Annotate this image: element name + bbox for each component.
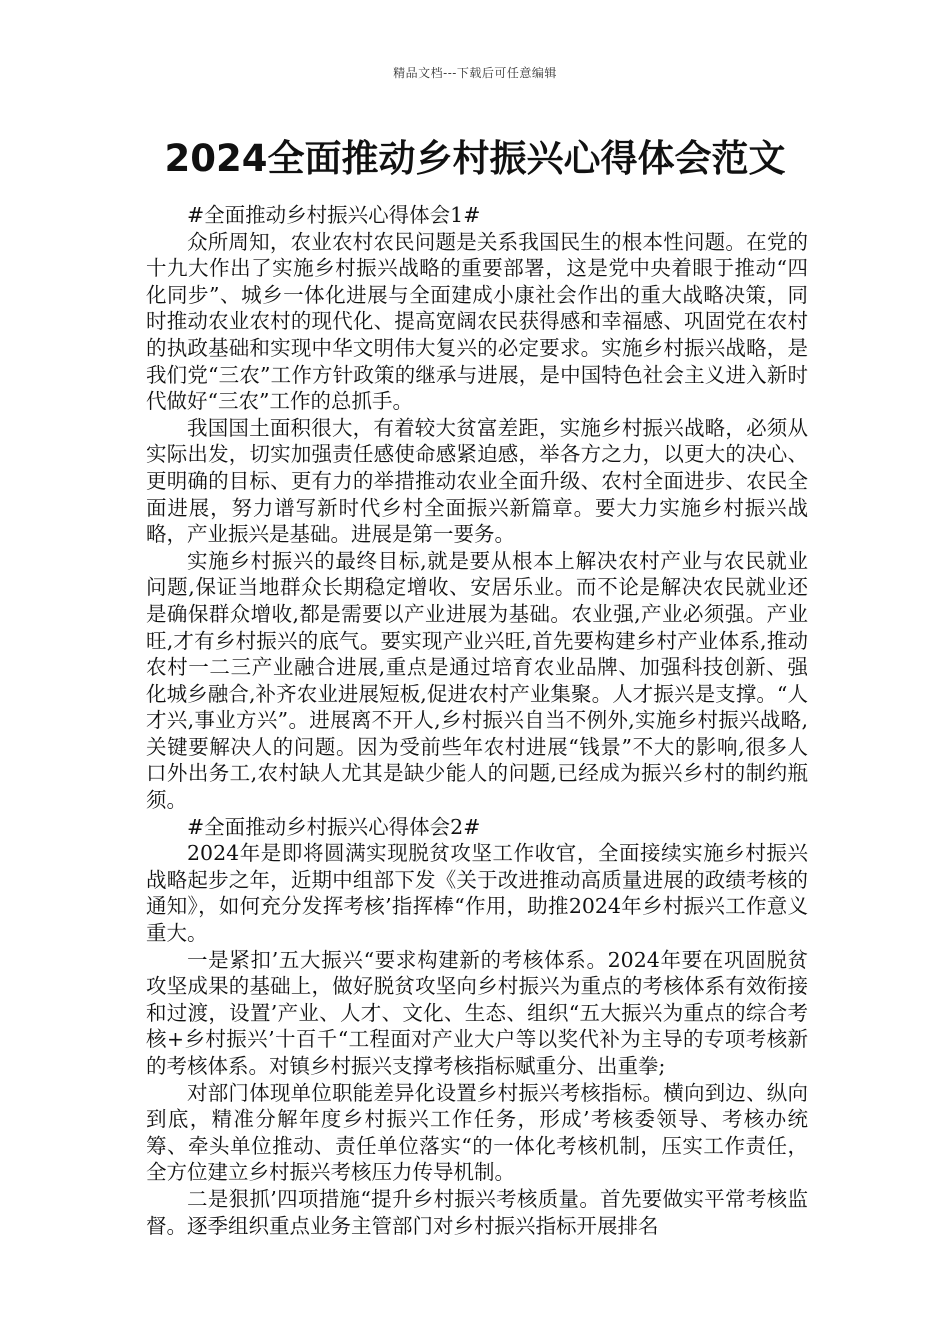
document-title: 2024全面推动乡村振兴心得体会范文	[164, 137, 786, 180]
body-paragraph: 一是紧扣’五大振兴“要求构建新的考核体系。2024年要在巩固脱贫攻坚成果的基础上，做好脱贫攻坚向乡村振兴为重点的考核体系有效衔接和过渡，设置’产业、人才、文化、生态、组织“五大振兴为重点的综合考核+乡村振兴’十百千“工程面对产业大户等以奖代补为主导的专项考核新的考核体系。对镇乡村振兴支撑考核指标赋重分、出重拳;	[146, 947, 808, 1078]
document-body	[146, 202, 808, 1239]
body-paragraph: 众所周知，农业农村农民问题是关系我国民生的根本性问题。在党的十九大作出了实施乡村振兴战略的重要部署，这是党中央着眼于推动“四化同步”、城乡一体化进展与全面建成小康社会作出的重大战略决策，同时推动农业农村的现代化、提高宽阔农民获得感和幸福感、巩固党在农村的执政基础和实现中华文明伟大复兴的必定要求。实施乡村振兴战略，是我们党“三农”工作方针政策的继承与进展，是中国特色社会主义进入新时代做好“三农”工作的总抓手。	[146, 229, 808, 414]
body-paragraph: 二是狠抓’四项措施“提升乡村振兴考核质量。首先要做实平常考核监督。逐季组织重点业务主管部门对乡村振兴指标开展排名	[146, 1186, 808, 1238]
body-paragraph: 实施乡村振兴的最终目标,就是要从根本上解决农村产业与农民就业问题,保证当地群众长期稳定增收、安居乐业。而不论是解决农民就业还是确保群众增收,都是需要以产业进展为基础。农业强,产业必须强。产业旺,才有乡村振兴的底气。要实现产业兴旺,首先要构建乡村产业体系,推动农村一二三产业融合进展,重点是通过培育农业品牌、加强科技创新、强化城乡融合,补齐农业进展短板,促进农村产业集聚。人才振兴是支撑。“人才兴,事业方兴”。进展离不开人,乡村振兴自当不例外,实施乡村振兴战略,关键要解决人的问题。因为受前些年农村进展“钱景”不大的影响,很多人口外出务工,农村缺人尤其是缺少能人的问题,已经成为振兴乡村的制约瓶须。	[146, 548, 808, 813]
page-header-note: 精品文档---下载后可任意编辑	[393, 66, 557, 80]
body-paragraph: 2024年是即将圆满实现脱贫攻坚工作收官，全面接续实施乡村振兴战略起步之年，近期中组部下发《关于改进推动高质量进展的政绩考核的通知》，如何充分发挥考核’指挥棒“作用，助推2024年乡村振兴工作意义重大。	[146, 841, 808, 946]
section-heading-2: #全面推动乡村振兴心得体会2#	[187, 814, 481, 839]
section-heading-1: #全面推动乡村振兴心得体会1#	[187, 203, 481, 227]
body-paragraph: 我国国土面积很大，有着较大贫富差距，实施乡村振兴战略，必须从实际出发，切实加强责任感使命感紧迫感，举各方之力，以更大的决心、更明确的目标、更有力的举措推动农业全面升级、农村全面进步、农民全面进展，努力谱写新时代乡村全面振兴新篇章。要大力实施乡村振兴战略，产业振兴是基础。进展是第一要务。	[146, 415, 808, 547]
body-paragraph: 对部门体现单位职能差异化设置乡村振兴考核指标。横向到边、纵向到底，精准分解年度乡村振兴工作任务，形成’考核委领导、考核办统筹、牵头单位推动、责任单位落实“的一体化考核机制，压实工作责任，全方位建立乡村振兴考核压力传导机制。	[146, 1080, 808, 1185]
